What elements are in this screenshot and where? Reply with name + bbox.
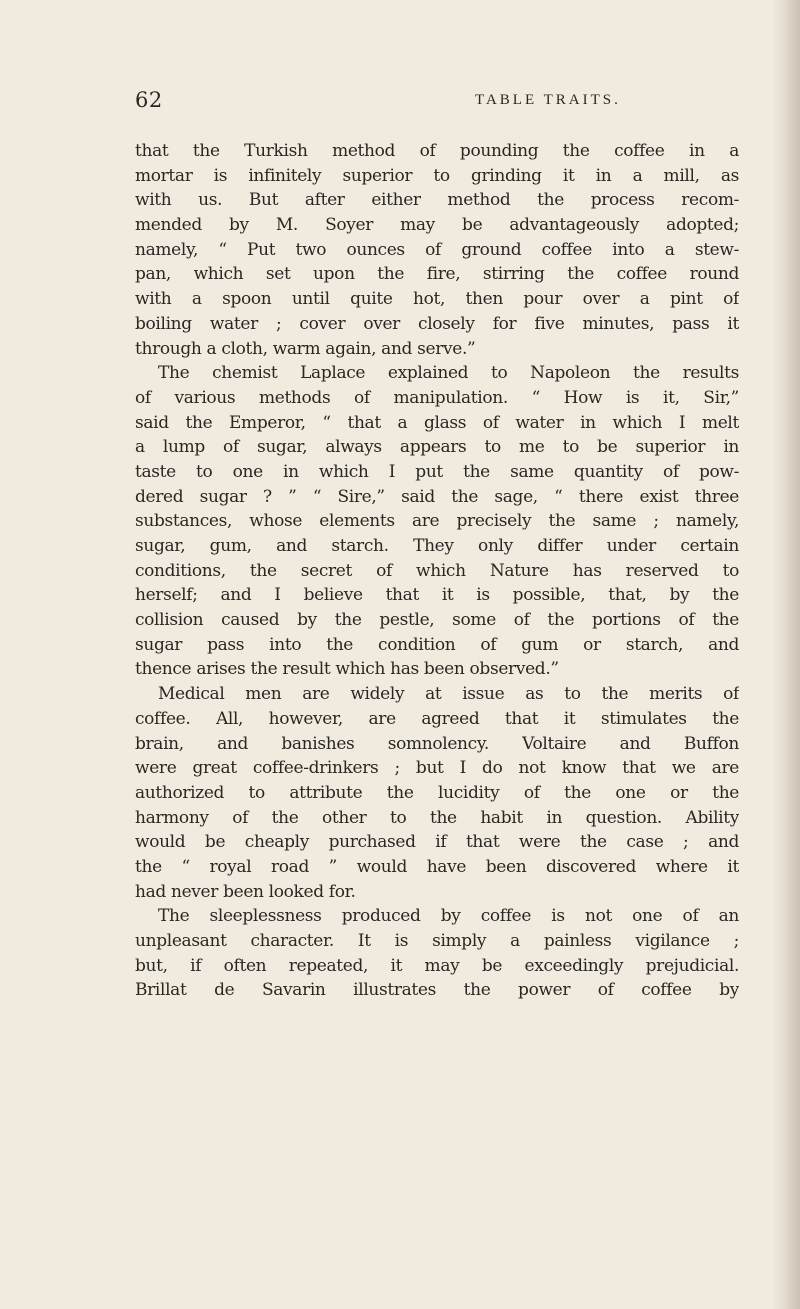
text-line: namely, “ Put two ounces of ground coffee into a stew- <box>135 239 739 260</box>
body-text <box>135 139 739 1003</box>
text-line: mended by M. Soyer may be advantageously adopted; <box>135 215 739 236</box>
running-head: TABLE TRAITS. <box>475 92 621 108</box>
text-line: authorized to attribute the lucidity of the one or the <box>135 782 739 803</box>
text-line: collision caused by the pestle, some of the portions of the <box>135 610 739 631</box>
text-line: of various methods of manipulation. “ How is it, Sir,” <box>135 387 739 408</box>
text-line: sugar, gum, and starch. They only differ under certain <box>135 536 739 556</box>
text-line: that the Turkish method of pounding the coffee in a <box>135 141 739 161</box>
text-line: said the Emperor, “ that a glass of water in which I melt <box>135 412 739 433</box>
text-line: with a spoon until quite hot, then pour over a pint of <box>135 289 739 310</box>
text-line: the “ royal road ” would have been discovered where it <box>135 856 739 877</box>
text-line: a lump of sugar, always appears to me to be superior in <box>135 437 739 458</box>
text-line: through a cloth, warm again, and serve.” <box>135 338 476 359</box>
text-line: mortar is infinitely superior to grinding it in a mill, as <box>135 165 739 186</box>
text-line: unpleasant character. It is simply a painless vigilance ; <box>135 931 739 951</box>
text-line: sugar pass into the condition of gum or starch, and <box>135 634 739 655</box>
page-edge-shadow <box>772 0 800 1309</box>
text-line: conditions, the secret of which Nature has reserved to <box>135 560 739 581</box>
text-line: coffee. All, however, are agreed that it stimulates the <box>135 708 739 729</box>
text-line: but, if often repeated, it may be exceedingly prejudicial. <box>135 955 739 976</box>
text-line: taste to one in which I put the same quantity of pow- <box>135 461 739 482</box>
text-line: substances, whose elements are precisely the same ; namely, <box>135 511 739 532</box>
text-line: harmony of the other to the habit in question. Ability <box>135 807 739 828</box>
text-line: would be cheaply purchased if that were the case ; and <box>135 832 739 853</box>
text-line: The sleeplessness produced by coffee is not one of an <box>158 906 739 927</box>
text-line: were great coffee-drinkers ; but I do not know that we are <box>135 758 739 779</box>
page-header <box>135 88 750 118</box>
text-line: brain, and banishes somnolency. Voltaire and Buffon <box>135 733 739 754</box>
text-line: thence arises the result which has been observed.” <box>135 659 559 680</box>
text-line: had never been looked for. <box>135 881 356 902</box>
text-line: Brillat de Savarin illustrates the power of coffee by <box>135 980 739 1001</box>
text-line: pan, which set upon the fire, stirring the coffee round <box>135 264 739 285</box>
text-line: dered sugar ? ” “ Sire,” said the sage, “ there exist three <box>135 486 739 507</box>
text-line: Medical men are widely at issue as to the merits of <box>158 684 739 705</box>
text-line: herself; and I believe that it is possible, that, by the <box>135 585 739 606</box>
page-number: 62 <box>135 88 163 112</box>
text-line: The chemist Laplace explained to Napoleon the results <box>158 363 739 384</box>
text-line: boiling water ; cover over closely for five minutes, pass it <box>135 313 739 334</box>
text-line: with us. But after either method the process recom- <box>135 190 739 211</box>
